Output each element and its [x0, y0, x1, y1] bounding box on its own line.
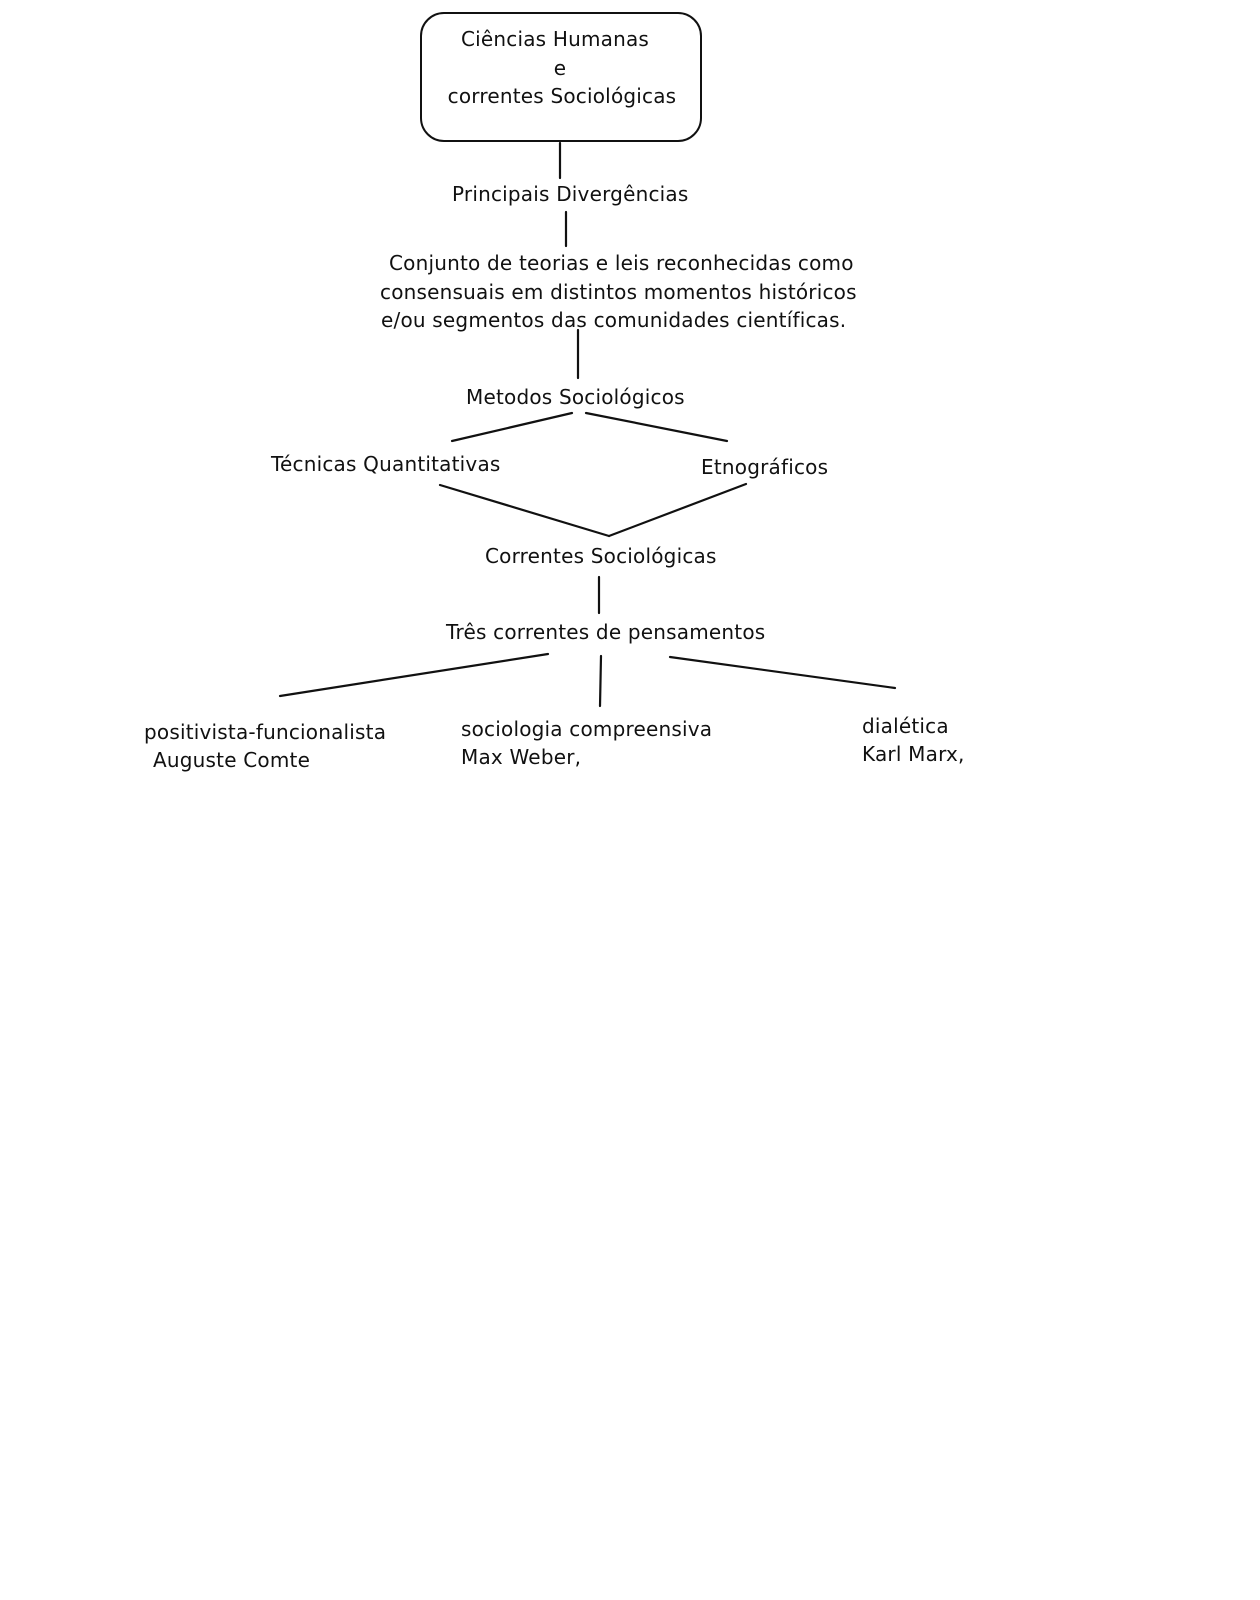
conjunto-node-line2: consensuais em distintos momentos históricos	[380, 280, 857, 304]
line-tecnicas-to-correntes	[440, 485, 609, 536]
dialetica-author: Karl Marx,	[862, 742, 965, 766]
line-tres-to-compreensiva	[600, 656, 601, 706]
conjunto-node-line3: e/ou segmentos das comunidades científicas.	[381, 308, 847, 332]
correntes-node: Correntes Sociológicas	[485, 544, 717, 568]
metodos-node: Metodos Sociológicos	[466, 385, 685, 409]
compreensiva-title: sociologia compreensiva	[461, 717, 713, 741]
tecnicas-node: Técnicas Quantitativas	[271, 452, 501, 476]
conjunto-node-line1: Conjunto de teorias e leis reconhecidas como	[389, 251, 854, 275]
dialetica-title: dialética	[862, 714, 949, 738]
root-node-title-line1: Ciências Humanas	[460, 27, 650, 51]
line-metodos-to-etnograficos	[586, 413, 727, 441]
positivista-author: Auguste Comte	[153, 748, 311, 772]
line-etnograficos-to-correntes	[609, 484, 746, 536]
compreensiva-author: Max Weber,	[461, 745, 582, 769]
line-metodos-to-tecnicas	[452, 413, 572, 441]
line-tres-to-positivista	[280, 654, 548, 696]
etnograficos-node: Etnográficos	[701, 455, 829, 479]
root-node-title-line3: correntes Sociológicas	[447, 84, 677, 108]
positivista-title: positivista-funcionalista	[144, 720, 387, 744]
root-node-title-line2: e	[553, 56, 567, 80]
line-tres-to-dialetica	[670, 657, 895, 688]
divergencias-node: Principais Divergências	[452, 182, 689, 206]
tres-correntes-node: Três correntes de pensamentos	[446, 620, 766, 644]
